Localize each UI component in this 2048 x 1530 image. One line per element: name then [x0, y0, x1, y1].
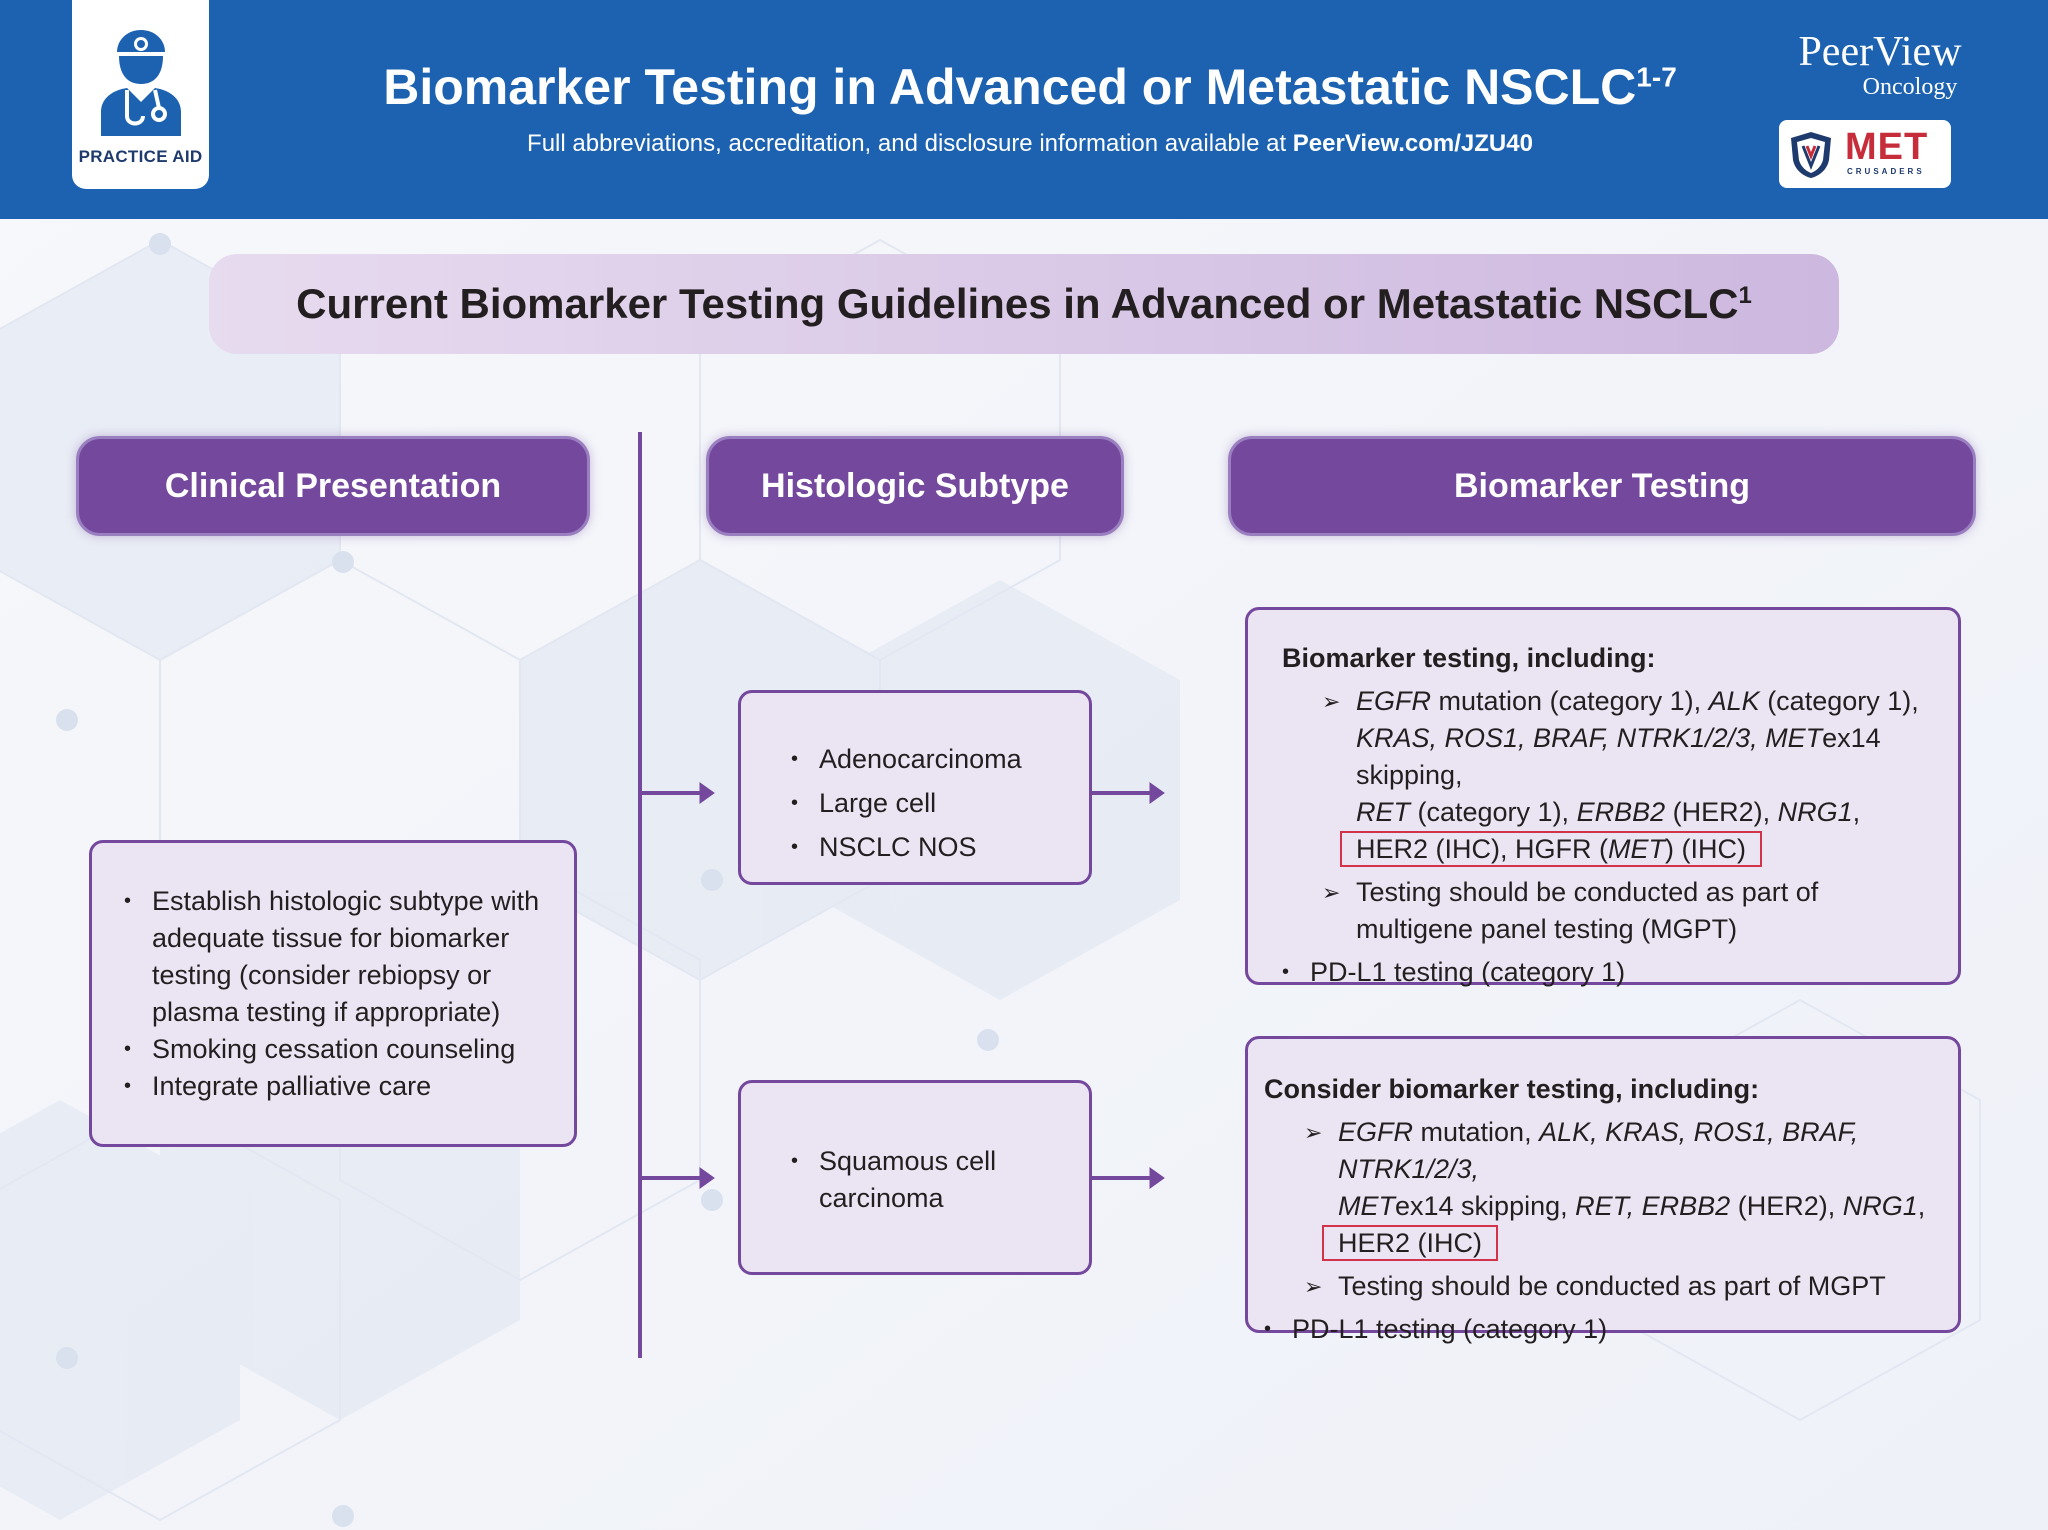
highlight-row — [1338, 1225, 1938, 1262]
list-item: • Integrate palliative care — [124, 1068, 544, 1105]
pdl1-list — [1282, 954, 1938, 991]
histologic-nonsquamous-list — [791, 737, 1069, 869]
bullet-arrow-icon — [1322, 683, 1938, 868]
pdl1-list — [1264, 1311, 1938, 1348]
bullet-arrow-icon — [1322, 874, 1938, 948]
gene-text: (HER2), — [1730, 1191, 1843, 1221]
list-item — [1356, 794, 1938, 831]
gene-text: ALK, KRAS, ROS1, BRAF, NTRK1/2/3, — [1338, 1117, 1859, 1184]
clinical-presentation-header — [76, 436, 590, 536]
header-bar — [0, 0, 2048, 219]
biomarker-arrow-list — [1282, 683, 1938, 948]
banner-title-text: Current Biomarker Testing Guidelines in Advanced or Metastatic NSCLC — [296, 280, 1739, 327]
clinical-list — [124, 883, 544, 1105]
peerview-name: PeerView — [1798, 29, 1962, 75]
biomarker-heading: Biomarker testing, including: — [1282, 643, 1656, 673]
gene-text: NRG1 — [1842, 1191, 1918, 1221]
list-item — [1356, 683, 1938, 720]
gene-text: ex14 skipping, — [1356, 723, 1881, 790]
list-item: • NSCLC NOS — [791, 825, 1069, 869]
highlight-text: MET — [1608, 834, 1665, 864]
gene-text: EGFR — [1338, 1117, 1414, 1147]
list-item: • Squamous cell carcinoma — [791, 1143, 1069, 1217]
list-item: • Smoking cessation counseling — [124, 1031, 544, 1068]
met-shield-icon — [1789, 130, 1833, 180]
bullet-arrow-icon — [1304, 1114, 1938, 1262]
page-title — [330, 58, 1730, 116]
biomarker-testing-header — [1228, 436, 1976, 536]
gene-text: MET — [1338, 1191, 1395, 1221]
bullet-arrow-icon — [1304, 1268, 1938, 1305]
met-logo-text: MET — [1845, 126, 1929, 168]
histologic-squamous-box — [738, 1080, 1092, 1275]
biomarker-squamous-box — [1245, 1036, 1961, 1344]
gene-text: ALK — [1708, 686, 1760, 716]
histologic-subtype-header — [706, 436, 1124, 536]
banner-title — [296, 280, 1752, 328]
gene-text: EGFR — [1356, 686, 1432, 716]
gene-text: ERBB2 — [1576, 797, 1666, 827]
histologic-nonsquamous-box — [738, 690, 1092, 885]
flow-vertical-line — [638, 432, 642, 1358]
list-item: • PD-L1 testing (category 1) — [1282, 954, 1938, 991]
list-item: • PD-L1 testing (category 1) — [1264, 1311, 1938, 1348]
gene-text: (HER2), — [1665, 797, 1778, 827]
list-item: Testing should be conducted as part of multigene panel testing (MGPT) — [1356, 877, 1819, 944]
met-logo-sub: CRUSADERS — [1847, 167, 1925, 176]
highlight-text: ) (IHC) — [1665, 834, 1746, 864]
list-item — [1356, 720, 1938, 794]
histologic-subtype-label: Histologic Subtype — [761, 466, 1069, 505]
page-title-text: Biomarker Testing in Advanced or Metastatic NSCLC — [383, 59, 1637, 115]
practice-aid-badge — [72, 0, 209, 189]
list-item: • Adenocarcinoma — [791, 737, 1069, 781]
gene-text: ex14 skipping, — [1395, 1191, 1576, 1221]
subtitle-link[interactable]: PeerView.com/JZU40 — [1292, 130, 1533, 157]
met-crusaders-logo — [1779, 120, 1951, 188]
page-subtitle — [330, 130, 1730, 158]
gene-text: , — [1917, 1191, 1926, 1221]
biomarker-nonsquamous-box — [1245, 607, 1961, 985]
banner-title-sup: 1 — [1738, 282, 1752, 309]
gene-text: (category 1), — [1410, 797, 1577, 827]
histologic-squamous-list — [791, 1143, 1069, 1217]
biomarker-heading: Consider biomarker testing, including: — [1264, 1074, 1760, 1104]
gene-text: RET, ERBB2 — [1575, 1191, 1731, 1221]
gene-text: , — [1852, 797, 1861, 827]
list-item — [1338, 1188, 1938, 1225]
highlight-box: HER2 (IHC) — [1322, 1225, 1498, 1261]
gene-text: mutation (category 1), — [1431, 686, 1709, 716]
section-banner — [209, 254, 1839, 354]
gene-text: KRAS, ROS1, BRAF, NTRK1/2/3, MET — [1356, 723, 1823, 753]
page-title-sup: 1-7 — [1636, 61, 1677, 93]
clinical-presentation-label: Clinical Presentation — [164, 466, 502, 505]
list-item: Testing should be conducted as part of MGPT — [1338, 1271, 1886, 1301]
highlight-box — [1340, 831, 1762, 867]
gene-text: RET — [1356, 797, 1410, 827]
biomarker-testing-label: Biomarker Testing — [1453, 466, 1750, 505]
practice-aid-label: PRACTICE AID — [78, 147, 203, 166]
highlight-text: HER2 (IHC), HGFR ( — [1356, 834, 1608, 864]
gene-text: NRG1 — [1777, 797, 1853, 827]
peerview-logo — [1750, 30, 2010, 100]
doctor-icon — [97, 28, 185, 136]
biomarker-arrow-list — [1264, 1114, 1938, 1305]
peerview-sub: Oncology — [1862, 74, 1958, 100]
gene-text: (category 1), — [1759, 686, 1919, 716]
subtitle-text: Full abbreviations, accreditation, and disclosure information available at — [527, 130, 1293, 157]
highlight-row — [1356, 831, 1938, 868]
gene-text: mutation, — [1413, 1117, 1540, 1147]
list-item: • Large cell — [791, 781, 1069, 825]
clinical-presentation-box — [89, 840, 577, 1147]
list-item: • Establish histologic subtype with adequate tissue for biomarker testing (consider rebiopsy or plasma testing if appropriate) — [124, 883, 544, 1031]
list-item — [1338, 1114, 1938, 1188]
